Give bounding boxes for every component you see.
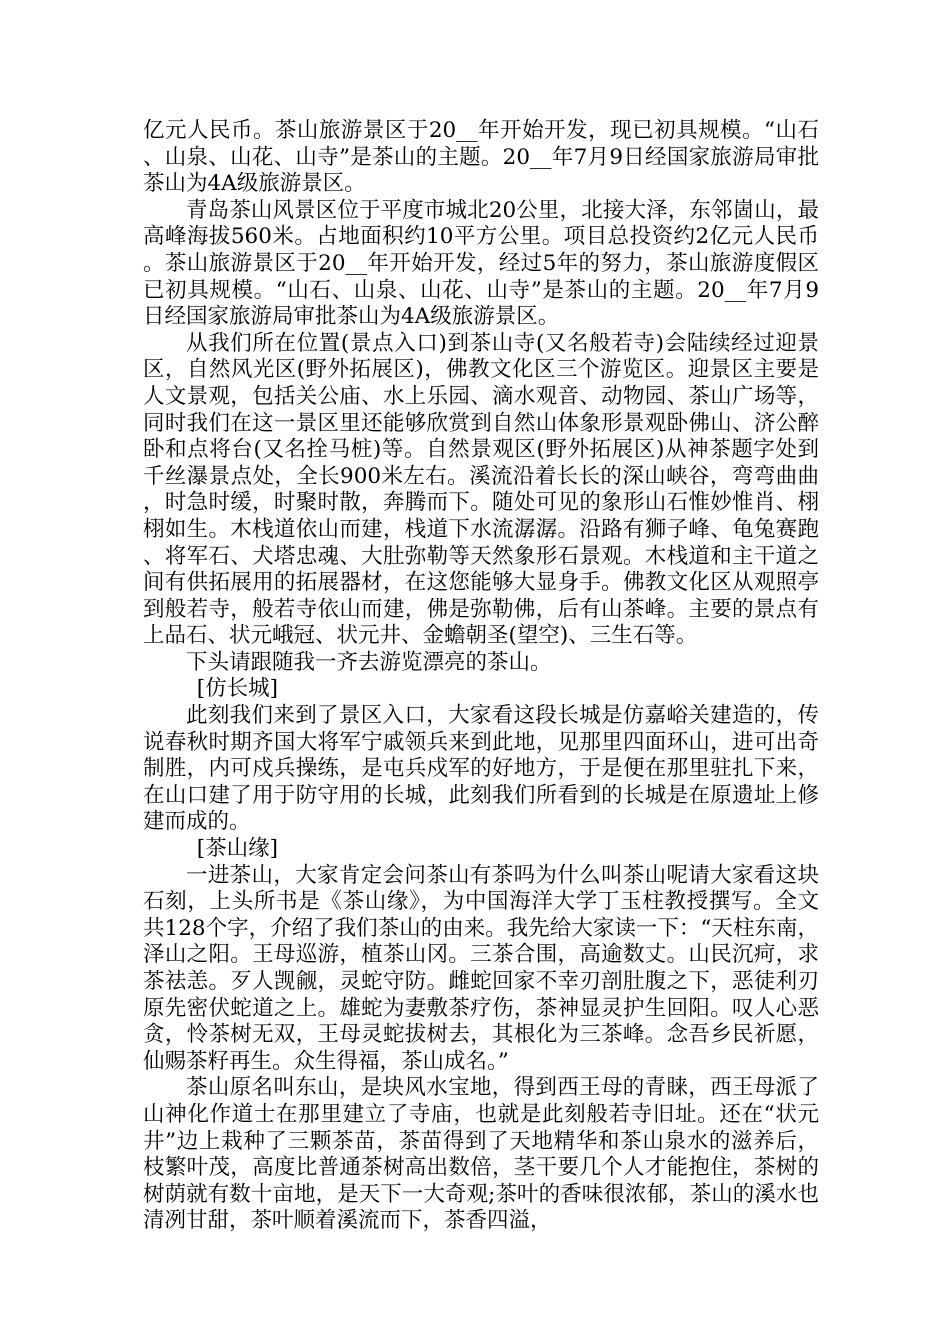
- paragraph-follow-me: 下头请跟随我一齐去游览漂亮的茶山。: [186, 649, 552, 675]
- paragraph-chashan-yuan: 一进茶山，大家肯定会问茶山有茶吗为什么叫茶山呢请大家看这块石刻，上头所书是《茶山缘》，为中国海洋大学丁玉柱教授撰写。全文共128个字，介绍了我们茶山的由来。我先给大家读一下：“天柱东南，泽山之阳。王母巡游，植茶山冈。三茶合围，高逾数丈。山民沉疴，求茶祛恙。歹人觊觎，灵蛇守防。雌蛇回家不幸刃剖肚腹之下，恶徒利刃原先密伏蛇道之上。雄蛇为妻敷茶疗伤，茶神显灵护生回阳。叹人心恶贪，怜茶树无双，王母灵蛇拔树去，其根化为三茶峰。念吾乡民祈愿，仙赐茶籽再生。众生得福，茶山成名。”: [143, 862, 819, 1074]
- paragraph-great-wall: 此刻我们来到了景区入口，大家看这段长城是仿嘉峪关建造的，传说春秋时期齐国大将军宁戚领兵来到此地，见那里四面环山，进可出奇制胜，内可戍兵操练，是屯兵戍军的好地方，于是便在那里驻扎下来，在山口建了用于防守用的长城，此刻我们所看到的长城是在原遗址上修建而成的。: [143, 703, 819, 835]
- document-page: [143, 118, 819, 1235]
- paragraph-location-overview: 青岛茶山风景区位于平度市城北20公里，北接大泽，东邻崮山，最高峰海拔560米。占地面积约10平方公里。项目总投资约2亿元人民币。茶山旅游景区于20__年开始开发，经过5年的努力，茶山旅游度假区已初具规模。“山石、山泉、山花、山寺”是茶山的主题。20__年7月9日经国家旅游局审批茶山为4A级旅游景区。: [143, 197, 819, 330]
- paragraph-scenic-zones: 从我们所在位置(景点入口)到茶山寺(又名般若寺)会陆续经过迎景区，自然风光区(野外拓展区)，佛教文化区三个游览区。迎景区主要是人文景观，包括关公庙、水上乐园、滴水观音、动物园、茶山广场等，同时我们在这一景区里还能够欣赏到自然山体象形景观卧佛山、济公醉卧和点将台(又名拴马桩)等。自然景观区(野外拓展区)从神茶题字处到千丝瀑景点处，全长900米左右。溪流沿着长长的深山峡谷，弯弯曲曲，时急时缓，时聚时散，奔腾而下。随处可见的象形山石惟妙惟肖、栩栩如生。木栈道依山而建，栈道下水流潺潺。沿路有狮子峰、龟兔赛跑、将军石、犬塔忠魂、大肚弥勒等天然象形石景观。木栈道和主干道之间有供拓展用的拓展器材，在这您能够大显身手。佛教文化区从观照亭到般若寺，般若寺依山而建，佛是弥勒佛，后有山茶峰。主要的景点有上品石、状元峨冠、状元井、金蟾朝圣(望空)、三生石等。: [143, 330, 819, 649]
- paragraph-dongshan-legend: 茶山原名叫东山，是块风水宝地，得到西王母的青睐，西王母派了山神化作道士在那里建立了寺庙，也就是此刻般若寺旧址。还在“状元井”边上栽种了三颗茶苗，茶苗得到了天地精华和茶山泉水的滋养后，枝繁叶茂，高度比普通茶树高出数倍，茎干要几个人才能抱住，茶树的树荫就有数十亩地，是天下一大奇观;茶叶的香味很浓郁，茶山的溪水也清冽甘甜，茶叶顺着溪流而下，茶香四溢，: [143, 1075, 819, 1234]
- section-heading-great-wall: [仿长城]: [196, 676, 279, 702]
- section-heading-chashan-yuan: [茶山缘]: [196, 836, 279, 862]
- paragraph-intro-continued: 亿元人民币。茶山旅游景区于20__年开始开发，现已初具规模。“山石、山泉、山花、山寺”是茶山的主题。20__年7月9日经国家旅游局审批茶山为4A级旅游景区。: [143, 118, 819, 197]
